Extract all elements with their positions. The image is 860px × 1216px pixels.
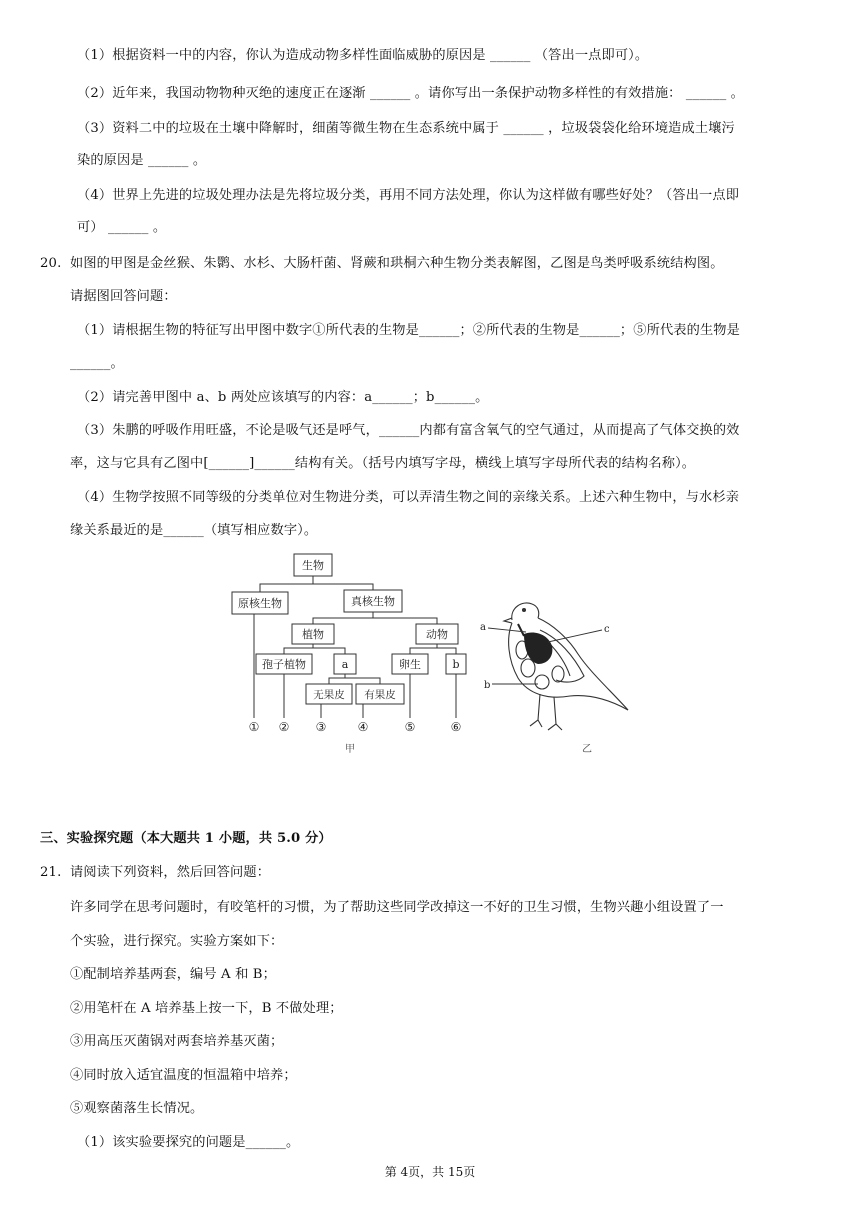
bird-label-c: c [604,624,610,635]
bird-label-b: b [484,680,491,691]
q21-intro-line2: 个实验，进行探究。实验方案如下： [70,934,284,949]
q19-part4-line1: （4）世界上先进的垃圾处理办法是先将垃圾分类，再用不同方法处理，你认为这样做有哪些好处？（答出一点即 [77,188,740,203]
q20-part2: （2）请完善甲图中 a、b 两处应该填写的内容：a______；b______。 [77,390,489,405]
q20-part1-line2: ______。 [70,356,124,371]
tree-label-plant: 植物 [302,628,324,641]
q19-part3-line1: （3）资料二中的垃圾在土壤中降解时，细菌等微生物在生态系统中属于 ______ ，垃圾袋袋化给环境造成土壤污 [77,121,735,136]
q21-step1: ①配制培养基两套，编号 A 和 B； [70,967,276,982]
q21-step2: ②用笔杆在 A 培养基上按一下，B 不做处理； [70,1001,343,1016]
tree-leaf-6: ⑥ [450,720,462,734]
bird-label-a: a [480,622,486,633]
q20-part1-line1: （1）请根据生物的特征写出甲图中数字①所代表的生物是______；②所代表的生物是______；⑤所代表的生物是 [77,323,740,338]
q19-part1: （1）根据资料一中的内容，你认为造成动物多样性面临威胁的原因是 ______ （答出一点即可）。 [77,48,649,63]
q20-part3-line1: （3）朱鹏的呼吸作用旺盛，不论是吸气还是呼气，______内都有富含氧气的空气通过，从而提高了气体交换的效 [77,423,740,438]
tree-label-root: 生物 [302,559,324,572]
q20-stem-line2: 请据图回答问题： [70,289,177,304]
q21-step4: ④同时放入适宜温度的恒温箱中培养； [70,1068,297,1083]
q20-part4-line1: （4）生物学按照不同等级的分类单位对生物进分类，可以弄清生物之间的亲缘关系。上述六种生物中，与水杉亲 [77,490,740,505]
bird-caption: 乙 [582,744,592,755]
tree-leaf-1: ① [248,720,260,734]
tree-label-a: a [341,658,349,671]
tree-label-prokaryote: 原核生物 [238,597,282,610]
tree-leaf-2: ② [278,720,290,734]
q19-part2: （2）近年来，我国动物物种灭绝的速度正在逐渐 ______ 。请你写出一条保护动物多样性的有效措施： ______ 。 [77,86,745,101]
section3-title: 三、实验探究题（本大题共 1 小题，共 5.0 分） [40,831,332,846]
tree-caption: 甲 [345,744,355,755]
tree-label-b: b [452,658,460,671]
bird-respiratory-diagram [478,590,648,758]
q19-part3-line2: 染的原因是 ______ 。 [77,153,207,168]
q21-part1: （1）该实验要探究的问题是______。 [77,1135,300,1150]
q20-stem-line1: 如图的甲图是金丝猴、朱鹮、水杉、大肠杆菌、肾蕨和珙桐六种生物分类表解图，乙图是鸟类呼吸系统结构图。 [70,256,724,271]
tree-leaf-4: ④ [357,720,369,734]
bird-outline [504,603,628,730]
q21-number: 21. [40,865,62,880]
q21-stem: 请阅读下列资料，然后回答问题： [70,865,271,880]
tree-label-no-pericarp: 无果皮 [313,689,345,701]
q20-number: 20. [40,256,62,271]
tree-label-animal: 动物 [426,628,448,641]
tree-label-eukaryote: 真核生物 [351,595,395,608]
tree-leaf-3: ③ [315,720,327,734]
page-footer: 第 4页，共 15页 [384,1165,476,1179]
q21-step5: ⑤观察菌落生长情况。 [70,1101,204,1116]
tree-leaf-5: ⑤ [404,720,416,734]
tree-label-oviparous: 卵生 [399,658,421,671]
q21-intro-line1: 许多同学在思考问题时，有咬笔杆的习惯，为了帮助这些同学改掉这一不好的卫生习惯，生物兴趣小组设置了一 [70,900,724,915]
classification-tree-diagram [222,546,472,758]
q20-part3-line2: 率，这与它具有乙图中[______]______结构有关。（括号内填写字母，横线上填写字母所代表的结构名称）。 [70,456,696,471]
tree-label-pericarp: 有果皮 [364,689,396,701]
q21-step3: ③用高压灭菌锅对两套培养基灭菌； [70,1034,284,1049]
q19-part4-line2: 可） ______ 。 [77,220,167,235]
tree-label-spore-plant: 孢子植物 [262,658,306,671]
q20-part4-line2: 缘关系最近的是______（填写相应数字）。 [70,523,318,538]
bird-trachea [518,624,524,636]
